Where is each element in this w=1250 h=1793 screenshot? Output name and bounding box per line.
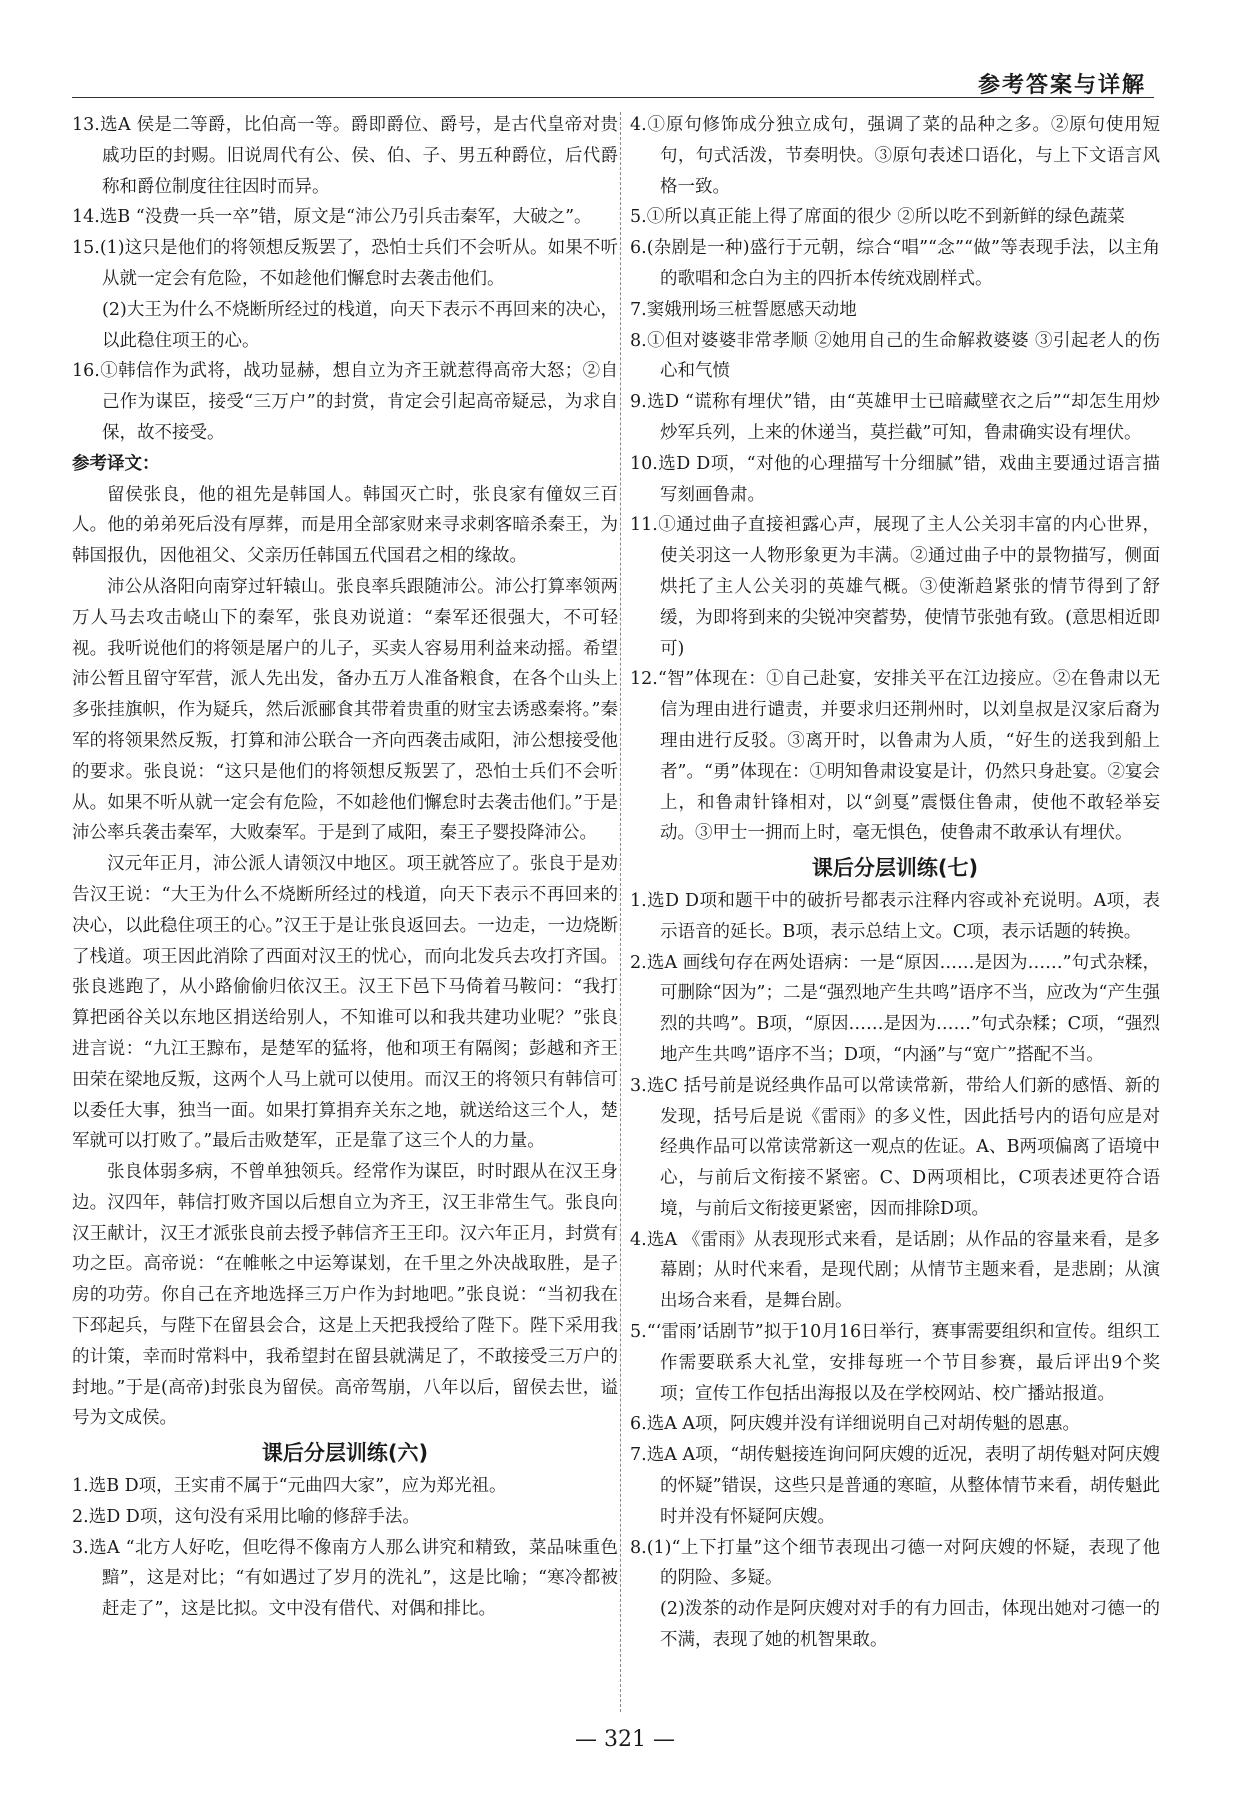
translation-paragraph: 张良体弱多病，不曾单独领兵。经常作为谋臣，时时跟从在汉王身边。汉四年，韩信打败齐国以后想自立为齐王，汉王非常生气。张良向汉王献计，汉王才派张良前去授予韩信齐王王印。汉六年正月，封赏有功之臣。高帝说：“在帷帐之中运筹谋划，在千里之外决战取胜，是子房的功劳。你自己在齐地选择三万户作为封地吧。”张良说：“当初我在下邳起兵，与陛下在留县会合，这是上天把我授给了陛下。陛下采用我的计策，幸而时常料中，我希望封在留县就满足了，不敢接受三万户的封地。”于是(高帝)封张良为留侯。高帝驾崩，八年以后，留侯去世，谥号为文成侯。 xyxy=(72,1162,618,1429)
section6-item-4: 4.①原句修饰成分独立成句，强调了菜的品种之多。②原句使用短句，句式活泼，节奏明快。③原句表述口语化，与上下文语言风格一致。 xyxy=(630,115,1160,197)
section6-item-9: 9.选D “谎称有埋伏”错，由“英雄甲士已暗藏壁衣之后”“却怎生用炒炒军兵列，上来的休递当，莫拦截”可知，鲁肃确实设有埋伏。 xyxy=(630,392,1160,443)
section6-item-11: 11.①通过曲子直接袒露心声，展现了主人公关羽丰富的内心世界，使关羽这一人物形象更为丰满。②通过曲子中的景物描写，侧面烘托了主人公关羽的英雄气概。③使渐趋紧张的情节得到了舒缓，为即将到来的尖锐冲突蓄势，使情节张弛有致。(意思相近即可) xyxy=(630,515,1160,659)
section7-item-4: 4.选A 《雷雨》从表现形式来看，是话剧；从作品的容量来看，是多幕剧；从时代来看，是现代剧；从情节主题来看，是悲剧；从演出场合来看，是舞台剧。 xyxy=(630,1229,1160,1312)
answer-item-15-2: (2)大王为什么不烧断所经过的栈道，向天下表示不再回来的决心，以此稳住项王的心。 xyxy=(102,299,618,351)
section6-item-10: 10.选D D项，“对他的心理描写十分细腻”错，戏曲主要通过语言描写刻画鲁肃。 xyxy=(630,453,1160,505)
section6-item-1: 1.选B D项，王实甫不属于“元曲四大家”，应为郑光祖。 xyxy=(72,1476,507,1497)
section7-item-5: 5.“‘雷雨’话剧节”拟于10月16日举行，赛事需要组织和宣传。组织工作需要联系大礼堂，安排每班一个节目参赛，最后评出9个奖项；宣传工作包括出海报以及在学校网站、校广播站报道。 xyxy=(630,1322,1160,1404)
answer-item-13: 13.选A 侯是二等爵，比伯高一等。爵即爵位、爵号，是古代皇帝对贵戚功臣的封赐。旧说周代有公、侯、伯、子、男五种爵位，后代爵称和爵位制度往往因时而异。 xyxy=(72,115,618,197)
section6-item-2: 2.选D D项，这句没有采用比喻的修辞手法。 xyxy=(72,1506,420,1527)
section6-item-7: 7.窦娥刑场三桩誓愿感天动地 xyxy=(630,299,857,320)
section7-item-8-1: 8.(1)“上下打量”这个细节表现出刁德一对阿庆嫂的怀疑，表现了他的阴险、多疑。 xyxy=(630,1537,1160,1589)
translation-label: 参考译文： xyxy=(72,453,160,474)
answer-item-14: 14.选B “没费一兵一卒”错，原文是“沛公乃引兵击秦军，大破之”。 xyxy=(72,207,592,228)
section-title-7: 课后分层训练(七) xyxy=(811,856,979,881)
section7-item-1: 1.选D D项和题干中的破折号都表示注释内容或补充说明。A项，表示语音的延长。B项，表示总结上文。C项，表示话题的转换。 xyxy=(630,890,1160,942)
page-number: — 321 — xyxy=(575,1727,675,1752)
section7-item-7: 7.选A A项，“胡传魁接连询问阿庆嫂的近况，表明了胡传魁对阿庆嫂的怀疑”错误，这些只是普通的寒暄，从整体情节来看，胡传魁此时并没有怀疑阿庆嫂。 xyxy=(630,1445,1160,1527)
section6-item-12: 12.“智”体现在：①自己赴宴，安排关平在江边接应。②在鲁肃以无信为理由进行谴责，并要求归还荆州时，以刘皇叔是汉家后裔为理由进行反驳。③离开时，以鲁肃为人质，“好生的送我到船上者”。“勇”体现在：①明知鲁肃设宴是计，仍然只身赴宴。②宴会上，和鲁肃针锋相对，以“剑戛”震慑住鲁肃，使他不敢轻举妄动。③甲士一拥而上时，毫无惧色，使鲁肃不敢承认有埋伏。 xyxy=(630,669,1160,844)
section6-item-5: 5.①所以真正能上得了席面的很少 ②所以吃不到新鲜的绿色蔬菜 xyxy=(630,207,1125,228)
answer-item-16: 16.①韩信作为武将，战功显赫，想自立为齐王就惹得高帝大怒；②自己作为谋臣，接受“三万户”的封赏，肯定会引起高帝疑忌，为求自保，故不接受。 xyxy=(72,361,618,443)
section7-item-8-2: (2)泼茶的动作是阿庆嫂对对手的有力回击，体现出她对刁德一的不满，表现了她的机智果敢。 xyxy=(660,1599,1160,1651)
translation-paragraph: 沛公从洛阳向南穿过轩辕山。张良率兵跟随沛公。沛公打算率领两万人马去攻击峣山下的秦军，张良劝说道：“秦军还很强大，不可轻视。我听说他们的将领是屠户的儿子，买卖人容易用利益来动摇。希望沛公暂且留守军营，派人先出发，备办五万人准备粮食，在各个山头上多张挂旗帜，作为疑兵，然后派郦食其带着贵重的财宝去诱惑秦将。”秦军的将领果然反叛，打算和沛公联合一齐向西袭击咸阳，沛公想接受他的要求。张良说：“这只是他们的将领想反叛罢了，恐怕士兵们不会听从。如果不听从就一定会有危险，不如趁他们懈怠时去袭击他们。”于是沛公率兵袭击秦军，大败秦军。于是到了咸阳，秦王子婴投降沛公。 xyxy=(72,576,618,844)
answer-item-15-1: 15.(1)这只是他们的将领想反叛罢了，恐怕士兵们不会听从。如果不听从就一定会有危险，不如趁他们懈怠时去袭击他们。 xyxy=(72,238,618,289)
section6-item-6: 6.(杂剧是一种)盛行于元朝，综合“唱”“念”“做”等表现手法，以主角的歌唱和念白为主的四折本传统戏剧样式。 xyxy=(630,238,1160,289)
section7-item-6: 6.选A A项，阿庆嫂并没有详细说明自己对胡传魁的恩惠。 xyxy=(630,1414,1081,1435)
header-rule xyxy=(72,97,1154,98)
section7-item-3: 3.选C 括号前是说经典作品可以常读常新，带给人们新的感悟、新的发现，括号后是说《雷雨》的多义性，因此括号内的语句应是对经典作品可以常读常新这一观点的佐证。A、B两项偏离了语境中心，与前后文衔接不紧密。C、D两项相比，C项表述更符合语境，与前后文衔接更紧密，因而排除D项。 xyxy=(630,1075,1160,1219)
left-column xyxy=(72,110,618,1625)
translation-paragraph: 留侯张良，他的祖先是韩国人。韩国灭亡时，张良家有僮奴三百人。他的弟弟死后没有厚葬，而是用全部家财来寻求刺客暗杀秦王，为韩国报仇，因他祖父、父亲历任韩国五代国君之相的缘故。 xyxy=(72,484,618,567)
header-title: 参考答案与详解 xyxy=(977,73,1146,98)
section6-item-8: 8.①但对婆婆非常孝顺 ②她用自己的生命解救婆婆 ③引起老人的伤心和气愤 xyxy=(630,330,1160,382)
section-title-6: 课后分层训练(六) xyxy=(261,1441,429,1466)
right-column xyxy=(630,110,1160,1656)
translation-paragraph: 汉元年正月，沛公派人请领汉中地区。项王就答应了。张良于是劝告汉王说：“大王为什么不烧断所经过的栈道，向天下表示不再回来的决心，以此稳住项王的心。”汉王于是让张良返回去。一边走，一边烧断了栈道。项王因此消除了西面对汉王的忧心，而向北发兵去攻打齐国。张良逃跑了，从小路偷偷归依汉王。汉王下邑下马倚着马鞍问：“我打算把函谷关以东地区捐送给别人，不知谁可以和我共建功业呢？”张良进言说：“九江王黥布，是楚军的猛将，他和项王有隔阂；彭越和齐王田荣在梁地反叛，这两个人马上就可以使用。而汉王的将领只有韩信可以委任大事，独当一面。如果打算捐弃关东之地，就送给这三个人，楚军就可以打败了。”最后击败楚军，正是靠了这三个人的力量。 xyxy=(72,854,618,1152)
section6-item-3: 3.选A “北方人好吃，但吃得不像南方人那么讲究和精致，菜品味重色黯”，这是对比；“有如遇过了岁月的洗礼”，这是比喻；“寒冷都被赶走了”，这是比拟。文中没有借代、对偶和排比。 xyxy=(72,1537,618,1620)
section7-item-2: 2.选A 画线句存在两处语病：一是“原因……是因为……”句式杂糅，可删除“因为”；二是“强烈地产生共鸣”语序不当，应改为“产生强烈的共鸣”。B项，“原因……是因为……”句式杂糅；C项，“强烈地产生共鸣”语序不当；D项，“内涵”与“宽广”搭配不当。 xyxy=(630,952,1160,1065)
column-divider xyxy=(620,112,621,1712)
